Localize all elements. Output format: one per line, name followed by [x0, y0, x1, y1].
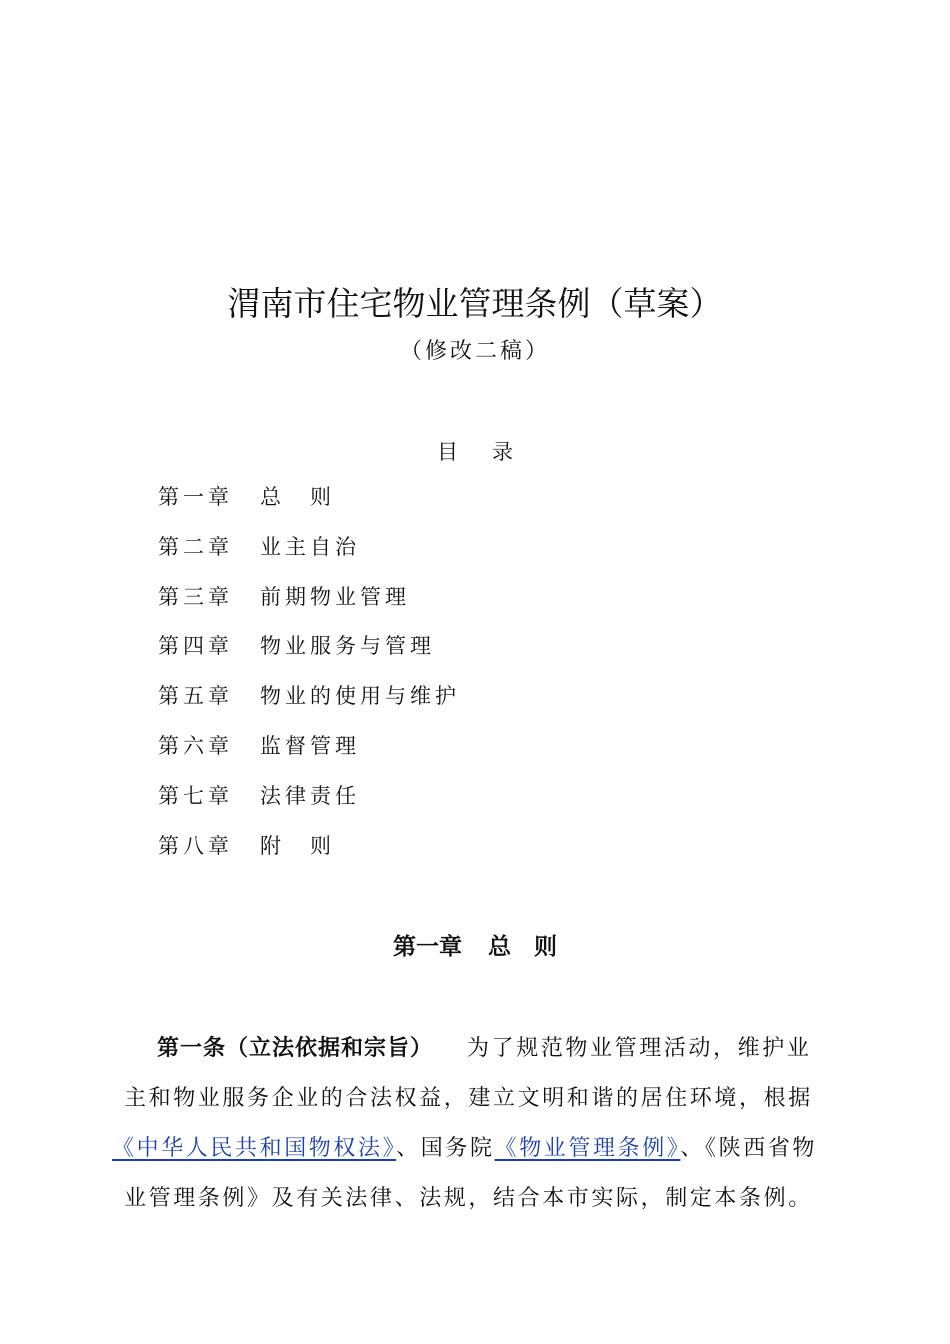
toc-item-chapter-1[interactable]	[158, 482, 460, 532]
document-subtitle: （修改二稿）	[399, 339, 550, 364]
toc-item-chapter-8[interactable]	[158, 831, 460, 881]
article-1	[112, 1024, 830, 1224]
toc-chapter-number: 第八章	[158, 833, 233, 858]
document-title: 渭南市住宅物业管理条例（草案）	[227, 284, 723, 323]
article-line-1	[112, 1024, 830, 1074]
property-law-link[interactable]: 《中华人民共和国物权法》	[112, 1136, 397, 1161]
chapter-name: 总 则	[488, 934, 557, 960]
toc-item-chapter-7[interactable]	[158, 781, 460, 831]
toc-chapter-name: 物业服务与管理	[260, 634, 435, 659]
toc-item-chapter-2[interactable]	[158, 532, 460, 582]
article-line-3	[112, 1124, 830, 1174]
article-line-2: 主和物业服务企业的合法权益，建立文明和谐的居住环境，根据	[124, 1086, 813, 1111]
toc-chapter-number: 第三章	[158, 584, 233, 609]
property-management-regulation-link[interactable]: 《物业管理条例》	[494, 1136, 681, 1161]
toc-chapter-number: 第二章	[158, 534, 233, 559]
toc-chapter-number: 第七章	[158, 783, 233, 808]
toc-chapter-number: 第五章	[158, 684, 233, 709]
chapter-heading	[0, 928, 950, 961]
article-text: 、《陕西省物	[680, 1136, 818, 1161]
article-title: 第一条（立法依据和宗旨）	[157, 1036, 434, 1061]
toc-item-chapter-5[interactable]	[158, 681, 460, 731]
toc-chapter-name: 法律责任	[260, 783, 360, 808]
toc-heading-char-2: 录	[492, 440, 513, 464]
chapter-number: 第一章	[393, 934, 462, 960]
toc-chapter-name: 业主自治	[260, 534, 360, 559]
toc-item-chapter-6[interactable]	[158, 731, 460, 781]
article-text: 为了规范物业管理活动，维护业	[467, 1036, 812, 1061]
toc-chapter-name: 总 则	[260, 485, 335, 509]
toc-heading	[0, 436, 950, 466]
article-text: 、国务院	[396, 1136, 495, 1161]
toc-chapter-name: 前期物业管理	[260, 584, 410, 609]
toc-chapter-number: 第四章	[158, 634, 233, 659]
toc-chapter-number: 第六章	[158, 733, 233, 758]
toc-item-chapter-4[interactable]	[158, 631, 460, 681]
toc-chapter-name: 监督管理	[260, 733, 360, 758]
article-line-4: 业管理条例》及有关法律、法规，结合本市实际，制定本条例。	[124, 1186, 813, 1211]
table-of-contents	[158, 482, 460, 880]
toc-item-chapter-3[interactable]	[158, 582, 460, 632]
toc-chapter-name: 附 则	[260, 833, 335, 858]
toc-chapter-name: 物业的使用与维护	[260, 684, 460, 709]
toc-heading-char-1: 目	[437, 440, 458, 464]
toc-chapter-number: 第一章	[158, 485, 233, 509]
